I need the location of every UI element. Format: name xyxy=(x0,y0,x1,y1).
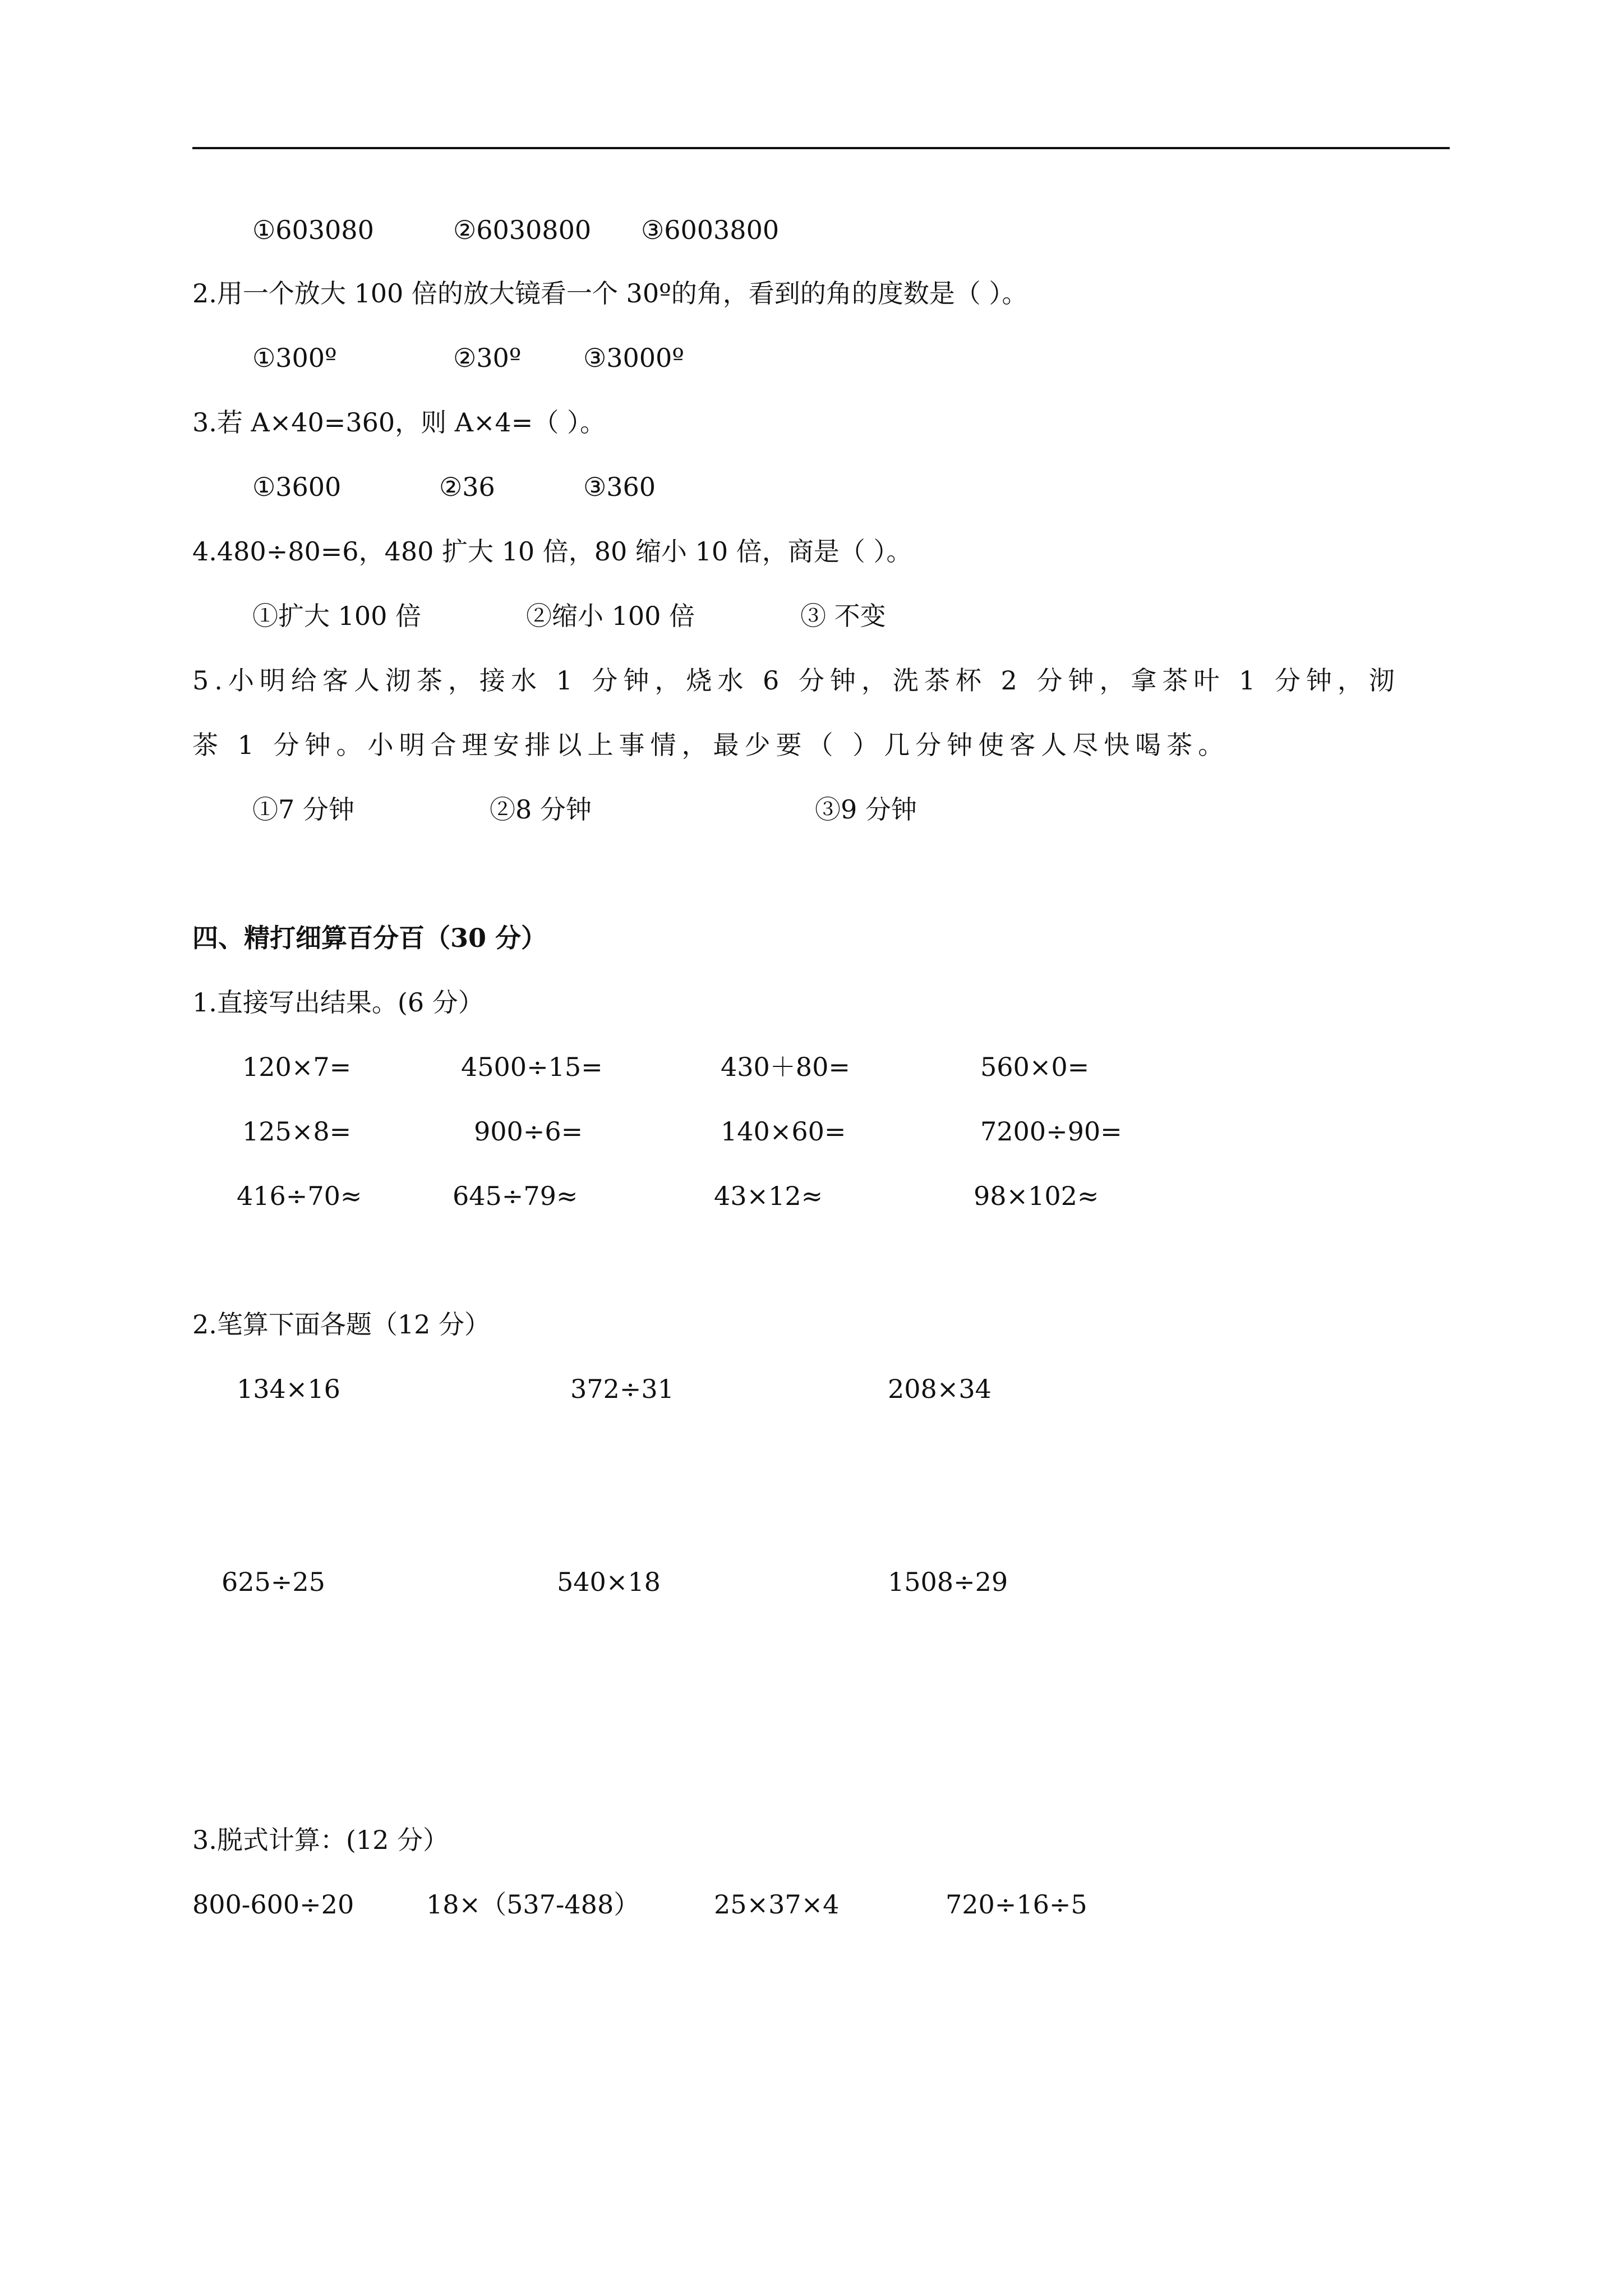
header-rule xyxy=(192,147,1450,149)
oral-calc-item: 125×8= xyxy=(242,1116,352,1147)
q1-option-2: ②6030800 xyxy=(453,215,592,245)
written-calc-item: 372÷31 xyxy=(570,1374,674,1404)
oral-calc-item: 645÷79≈ xyxy=(453,1181,578,1211)
oral-calc-item: 900÷6= xyxy=(474,1116,583,1147)
part1-title: 1.直接写出结果。(6 分） xyxy=(192,987,484,1018)
oral-calc-item: 416÷70≈ xyxy=(237,1181,362,1211)
written-calc-item: 1508÷29 xyxy=(888,1567,1008,1597)
written-calc-item: 625÷25 xyxy=(222,1567,325,1597)
q4-option-3: ③ 不变 xyxy=(800,601,886,631)
q4-option-1: ①扩大 100 倍 xyxy=(252,601,422,631)
q5-line-2: 茶 1 分钟。小明合理安排以上事情，最少要（ ）几分钟使客人尽快喝茶。 xyxy=(192,730,1230,760)
stepwise-calc-item: 25×37×4 xyxy=(714,1889,840,1920)
q2-option-3: ③3000º xyxy=(583,343,684,373)
q3-option-3: ③360 xyxy=(583,472,656,502)
q2-option-1: ①300º xyxy=(252,343,337,373)
oral-calc-item: 98×102≈ xyxy=(974,1181,1099,1211)
q4-option-2: ②缩小 100 倍 xyxy=(526,601,695,631)
stepwise-calc-item: 18×（537-488） xyxy=(426,1889,640,1920)
q2-text: 2.用一个放大 100 倍的放大镜看一个 30º的角，看到的角的度数是（ ）。 xyxy=(192,278,1028,309)
written-calc-item: 540×18 xyxy=(557,1567,661,1597)
q5-line-1: 5.小明给客人沏茶，接水 1 分钟，烧水 6 分钟，洗茶杯 2 分钟，拿茶叶 1 分钟，沏 xyxy=(192,665,1400,696)
oral-calc-item: 120×7= xyxy=(242,1052,352,1082)
q1-option-3: ③6003800 xyxy=(641,215,780,245)
q5-option-1: ①7 分钟 xyxy=(252,794,354,825)
q1-option-1: ①603080 xyxy=(252,215,374,245)
oral-calc-item: 140×60= xyxy=(721,1116,846,1147)
q3-option-2: ②36 xyxy=(439,472,495,502)
oral-calc-item: 430＋80= xyxy=(721,1052,850,1082)
q4-text: 4.480÷80=6，480 扩大 10 倍，80 缩小 10 倍，商是（ ）。 xyxy=(192,536,912,567)
part3-title: 3.脱式计算：(12 分） xyxy=(192,1825,449,1855)
written-calc-item: 134×16 xyxy=(237,1374,340,1404)
stepwise-calc-item: 720÷16÷5 xyxy=(946,1889,1087,1920)
q2-option-2: ②30º xyxy=(453,343,522,373)
written-calc-item: 208×34 xyxy=(888,1374,992,1404)
oral-calc-item: 4500÷15= xyxy=(461,1052,603,1082)
q5-option-2: ②8 分钟 xyxy=(490,794,592,825)
stepwise-calc-item: 800-600÷20 xyxy=(192,1889,354,1920)
oral-calc-item: 7200÷90= xyxy=(980,1116,1122,1147)
oral-calc-item: 560×0= xyxy=(980,1052,1090,1082)
q3-text: 3.若 A×40=360，则 A×4=（ ）。 xyxy=(192,407,606,438)
q3-option-1: ①3600 xyxy=(252,472,342,502)
oral-calc-item: 43×12≈ xyxy=(714,1181,823,1211)
q5-option-3: ③9 分钟 xyxy=(815,794,917,825)
part2-title: 2.笔算下面各题（12 分） xyxy=(192,1309,491,1340)
section4-title: 四、精打细算百分百（30 分） xyxy=(192,923,547,953)
